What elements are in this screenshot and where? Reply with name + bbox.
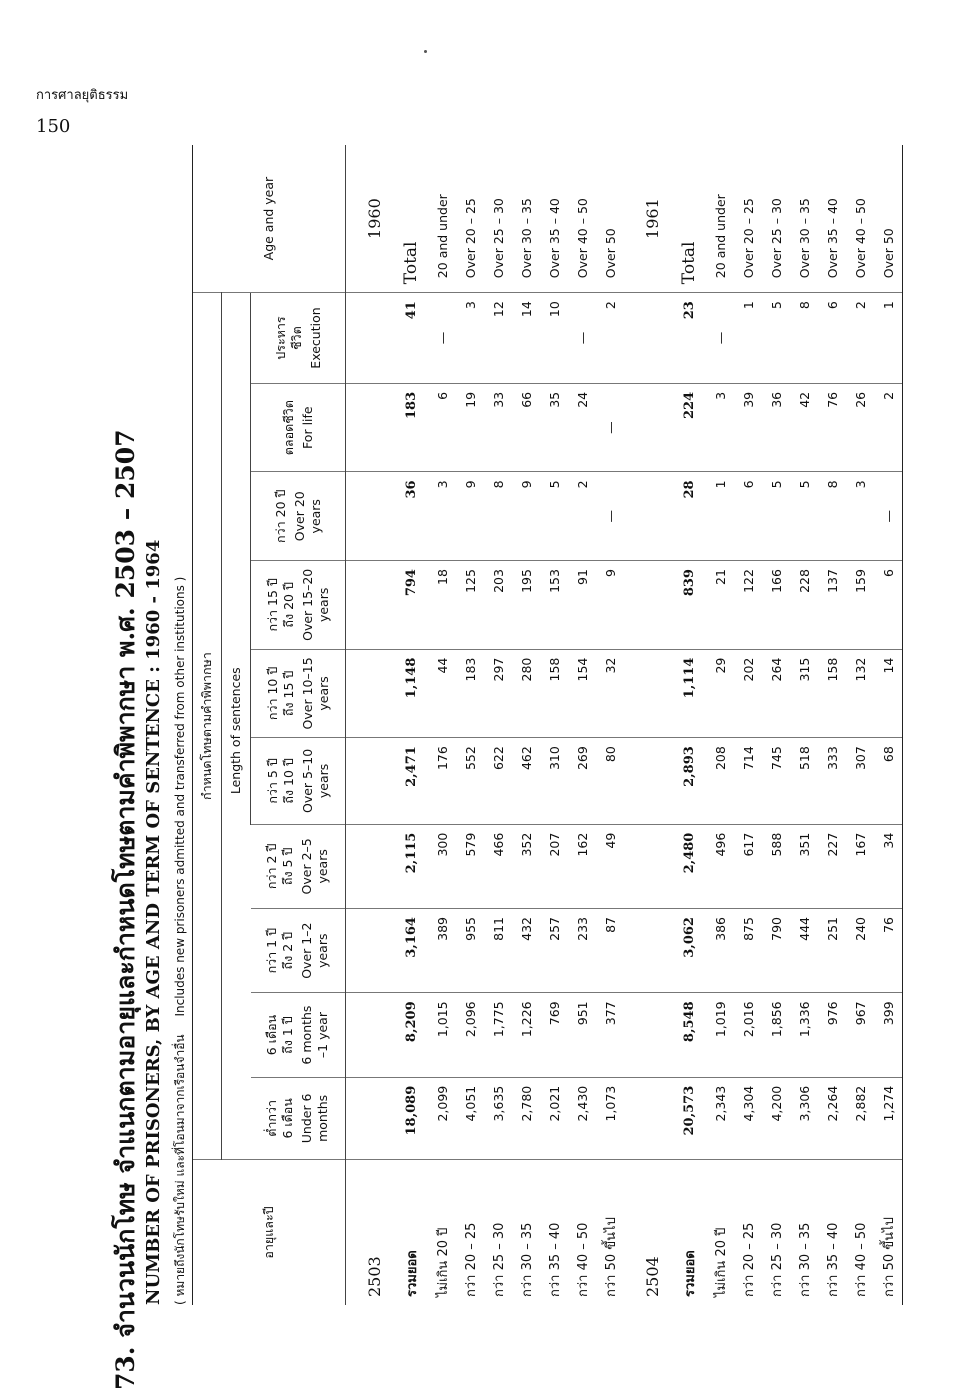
year-spacer — [346, 472, 395, 561]
cell-value: 9 — [512, 472, 540, 561]
year-spacer — [624, 824, 672, 908]
total-value: 794 — [394, 561, 428, 650]
column-header-line: ถึง 20 ปี — [280, 582, 296, 628]
total-value: 1,148 — [394, 649, 428, 738]
cell-value: 91 — [568, 561, 596, 650]
age-label-thai: กว่า 40 – 50 — [853, 1222, 869, 1297]
cell-value: 3 — [428, 472, 456, 561]
column-header-line: years — [315, 849, 331, 884]
cell-value: 264 — [762, 649, 790, 738]
cell-value: 44 — [428, 649, 456, 738]
cell-value: 6 — [874, 561, 903, 650]
cell-value: 280 — [512, 649, 540, 738]
cell-value: 714 — [734, 738, 762, 824]
year-spacer — [624, 649, 672, 738]
cell-value: 315 — [790, 649, 818, 738]
cell-value: 8 — [818, 472, 846, 561]
total-label-thai: รวมยอด — [682, 1250, 698, 1297]
column-header-line: ประหาร — [272, 316, 288, 360]
table-row — [734, 145, 762, 1305]
cell-value: 1,274 — [874, 1077, 903, 1159]
cell-value: 300 — [428, 824, 456, 908]
cell-value: 5 — [790, 472, 818, 561]
total-label-english: Total — [672, 145, 706, 293]
total-value: 224 — [672, 383, 706, 472]
cell-value: 2,016 — [734, 993, 762, 1077]
group-header-thai: กำหนดโทษตามคำพิพากษา — [193, 293, 222, 1160]
column-header-line: กว่า 1 ปี — [264, 927, 280, 974]
cell-value: 29 — [706, 649, 734, 738]
cell-value: 967 — [846, 993, 874, 1077]
year-spacer — [346, 993, 395, 1077]
total-value: 2,893 — [672, 738, 706, 824]
total-value: 1,114 — [672, 649, 706, 738]
age-label-english: Over 50 — [874, 145, 903, 293]
cell-value: 251 — [818, 909, 846, 993]
column-header-0 — [251, 1077, 346, 1159]
cell-value: 6 — [818, 293, 846, 384]
cell-value: 5 — [540, 472, 568, 561]
year-spacer — [624, 472, 672, 561]
age-label-english: Over 30 – 35 — [790, 145, 818, 293]
cell-value: 6 — [428, 383, 456, 472]
cell-value: 2,021 — [540, 1077, 568, 1159]
age-label-english: Over 20 – 25 — [456, 145, 484, 293]
table-row — [846, 145, 874, 1305]
age-label-thai: กว่า 50 ขึ้นไป — [874, 1159, 903, 1305]
cell-value: 39 — [734, 383, 762, 472]
cell-value: 2,099 — [428, 1077, 456, 1159]
cell-value: 159 — [846, 561, 874, 650]
cell-value: 8 — [790, 293, 818, 384]
cell-value: 195 — [512, 561, 540, 650]
cell-value: 4,200 — [762, 1077, 790, 1159]
cell-value: 240 — [846, 909, 874, 993]
age-label-english: Over 35 – 40 — [540, 145, 568, 293]
cell-value: 76 — [818, 383, 846, 472]
cell-value: 34 — [874, 824, 903, 908]
column-header-line: months — [315, 1094, 331, 1142]
column-header-line: Over 1–2 — [299, 922, 315, 979]
cell-value: 166 — [762, 561, 790, 650]
cell-value: 2,343 — [706, 1077, 734, 1159]
column-header-8 — [251, 383, 346, 472]
table-row — [596, 145, 624, 1305]
cell-value: 3,635 — [484, 1077, 512, 1159]
column-header-line: years — [307, 499, 323, 534]
column-header-line: For life — [299, 406, 315, 449]
age-label-thai: กว่า 25 – 30 — [491, 1222, 507, 1297]
cell-value: 176 — [428, 738, 456, 824]
total-value: 23 — [672, 293, 706, 384]
column-header-5 — [251, 649, 346, 738]
cell-value: 1,019 — [706, 993, 734, 1077]
cell-value: 14 — [874, 649, 903, 738]
column-header-6 — [251, 561, 346, 650]
age-label-thai: กว่า 50 ขึ้นไป — [603, 1217, 619, 1297]
cell-value: 310 — [540, 738, 568, 824]
year-spacer — [346, 824, 395, 908]
cell-value: 2 — [846, 293, 874, 384]
column-header-line: กว่า 15 ปี — [264, 578, 280, 632]
total-row — [394, 145, 428, 1305]
cell-value: 444 — [790, 909, 818, 993]
year-spacer — [624, 993, 672, 1077]
cell-value: 1 — [706, 472, 734, 561]
cell-value: 33 — [484, 383, 512, 472]
table-title-english: NUMBER OF PRISONERS, BY AGE AND TERM OF SENTENCE : 1960 - 1964 — [143, 539, 164, 1305]
total-value: 18,089 — [394, 1077, 428, 1159]
cell-value: 875 — [734, 909, 762, 993]
total-value: 183 — [394, 383, 428, 472]
year-spacer — [346, 1077, 395, 1159]
column-header-line: ถึง 15 ปี — [280, 670, 296, 717]
cell-value: 1,226 — [512, 993, 540, 1077]
age-label-english: 20 and under — [706, 145, 734, 293]
total-value: 36 — [394, 472, 428, 561]
year-spacer — [346, 561, 395, 650]
total-value: 28 — [672, 472, 706, 561]
cell-value: 183 — [456, 649, 484, 738]
column-header-line: Over 20 — [291, 491, 307, 542]
age-label-thai: กว่า 40 – 50 — [575, 1222, 591, 1297]
column-header-line: ถึง 2 ปี — [280, 931, 296, 970]
cell-value: 125 — [456, 561, 484, 650]
total-row — [672, 145, 706, 1305]
cell-value: — — [596, 472, 624, 561]
table-title-thai: 73. จำนวนนักโทษ จำแนกตามอายุและกำหนดโทษตามคำพิพากษา พ.ศ. 2503 – 2507 — [111, 429, 140, 1390]
total-value: 41 — [394, 293, 428, 384]
table-body — [346, 145, 903, 1305]
column-header-line: years — [315, 676, 331, 711]
column-header-line: years — [315, 933, 331, 968]
cell-value: 36 — [762, 383, 790, 472]
column-header-line: ถึง 5 ปี — [280, 847, 296, 886]
cell-value: 496 — [706, 824, 734, 908]
age-label-thai: กว่า 20 – 25 — [741, 1222, 757, 1297]
year-spacer — [624, 1077, 672, 1159]
cell-value: 19 — [456, 383, 484, 472]
page-number: 150 — [36, 116, 71, 137]
cell-value: 552 — [456, 738, 484, 824]
cell-value: 35 — [540, 383, 568, 472]
cell-value: 617 — [734, 824, 762, 908]
table-note-thai: ( หมายถึงนักโทษรับใหม่ และที่โอนมาจากเรือนจำอื่น — [173, 1034, 187, 1305]
table-row — [568, 145, 596, 1305]
cell-value: 351 — [790, 824, 818, 908]
cell-value: 307 — [846, 738, 874, 824]
age-label-thai: ไม่เกิน 20 ปี — [435, 1227, 451, 1297]
column-header-line: 6 เดือน — [280, 1098, 296, 1139]
cell-value: 518 — [790, 738, 818, 824]
year-label-english: 1960 — [346, 145, 395, 293]
cell-value: 377 — [596, 993, 624, 1077]
cell-value: 579 — [456, 824, 484, 908]
cell-value: 462 — [512, 738, 540, 824]
total-value: 8,548 — [672, 993, 706, 1077]
year-spacer — [624, 383, 672, 472]
column-header-line: Over 10–15 — [299, 657, 315, 730]
table-row — [874, 145, 903, 1305]
cell-value: 790 — [762, 909, 790, 993]
cell-value: 80 — [596, 738, 624, 824]
age-label-thai: กว่า 30 – 35 — [797, 1222, 813, 1297]
column-header-line: Over 2–5 — [299, 838, 315, 895]
cell-value: 1 — [874, 293, 903, 384]
cell-value: 769 — [540, 993, 568, 1077]
table-row — [762, 145, 790, 1305]
cell-value: 2,096 — [456, 993, 484, 1077]
age-label-thai: กว่า 20 – 25 — [463, 1222, 479, 1297]
cell-value: 87 — [596, 909, 624, 993]
cell-value: 5 — [762, 472, 790, 561]
age-label-english: Over 20 – 25 — [734, 145, 762, 293]
age-label-english: Over 35 – 40 — [818, 145, 846, 293]
age-label-thai: กว่า 35 – 40 — [825, 1222, 841, 1297]
table-note-english: Includes new prisoners admitted and transferred from other institutions ) — [173, 576, 187, 1017]
cell-value: 24 — [568, 383, 596, 472]
cell-value: 42 — [790, 383, 818, 472]
book-title: การศาลยุติธรรม — [36, 88, 129, 103]
column-header-line: กว่า 2 ปี — [264, 843, 280, 890]
cell-value: 622 — [484, 738, 512, 824]
cell-value: — — [706, 293, 734, 384]
total-value: 2,480 — [672, 824, 706, 908]
prisoners-table — [192, 145, 903, 1305]
age-label-english: Over 40 – 50 — [846, 145, 874, 293]
column-header-line: Over 5–10 — [299, 748, 315, 813]
total-value: 8,209 — [394, 993, 428, 1077]
year-spacer — [346, 649, 395, 738]
column-header-line: กว่า 10 ปี — [264, 666, 280, 721]
column-header-line: Under 6 — [299, 1093, 315, 1144]
column-header-line: กว่า 20 ปี — [272, 489, 288, 543]
cell-value: 12 — [484, 293, 512, 384]
column-header-line: 6 months — [299, 1005, 315, 1065]
year-row — [346, 145, 395, 1305]
year-spacer — [624, 561, 672, 650]
year-label-thai: 2504 — [642, 1256, 662, 1297]
total-value: 2,471 — [394, 738, 428, 824]
column-header-line: ถึง 1 ปี — [280, 1016, 296, 1054]
cell-value: 352 — [512, 824, 540, 908]
cell-value: 10 — [540, 293, 568, 384]
cell-value: 386 — [706, 909, 734, 993]
year-spacer — [624, 909, 672, 993]
cell-value: 333 — [818, 738, 846, 824]
column-header-line: ตลอดชีวิต — [280, 400, 296, 456]
cell-value: 21 — [706, 561, 734, 650]
year-label-english: 1961 — [624, 145, 672, 293]
total-value: 20,573 — [672, 1077, 706, 1159]
cell-value: 588 — [762, 824, 790, 908]
column-header-3 — [251, 824, 346, 908]
age-label-english: Over 50 — [596, 145, 624, 293]
column-header-line: Over 15–20 — [299, 568, 315, 641]
cell-value: 811 — [484, 909, 512, 993]
age-label-thai: ไม่เกิน 20 ปี — [713, 1227, 729, 1297]
cell-value: — — [874, 472, 903, 561]
cell-value: 976 — [818, 993, 846, 1077]
table-row — [540, 145, 568, 1305]
table-row — [706, 145, 734, 1305]
age-label-english: Over 30 – 35 — [512, 145, 540, 293]
cell-value: 297 — [484, 649, 512, 738]
total-value: 3,164 — [394, 909, 428, 993]
cell-value: 49 — [596, 824, 624, 908]
cell-value: 389 — [428, 909, 456, 993]
age-header-thai: อายุและปี — [193, 1159, 346, 1305]
cell-value: 1,775 — [484, 993, 512, 1077]
cell-value: 233 — [568, 909, 596, 993]
cell-value: 3 — [846, 472, 874, 561]
cell-value: 1 — [734, 293, 762, 384]
age-label-thai: กว่า 25 – 30 — [769, 1222, 785, 1297]
cell-value: 228 — [790, 561, 818, 650]
cell-value: 153 — [540, 561, 568, 650]
cell-value: 8 — [484, 472, 512, 561]
cell-value: 6 — [734, 472, 762, 561]
cell-value: 26 — [846, 383, 874, 472]
cell-value: 9 — [456, 472, 484, 561]
age-label-english: Over 25 – 30 — [484, 145, 512, 293]
cell-value: 68 — [874, 738, 903, 824]
cell-value: 2,882 — [846, 1077, 874, 1159]
cell-value: 2,430 — [568, 1077, 596, 1159]
table-row — [818, 145, 846, 1305]
scan-speck — [424, 50, 427, 53]
total-label-english: Total — [394, 145, 428, 293]
cell-value: 3,306 — [790, 1077, 818, 1159]
total-value: 3,062 — [672, 909, 706, 993]
cell-value: 162 — [568, 824, 596, 908]
cell-value: 5 — [762, 293, 790, 384]
cell-value: 137 — [818, 561, 846, 650]
total-value: 839 — [672, 561, 706, 650]
cell-value: 2,264 — [818, 1077, 846, 1159]
cell-value: 745 — [762, 738, 790, 824]
cell-value: 951 — [568, 993, 596, 1077]
cell-value: 955 — [456, 909, 484, 993]
column-header-line: Execution — [307, 307, 323, 369]
column-header-row — [251, 145, 346, 1305]
cell-value: 14 — [512, 293, 540, 384]
column-header-line: 6 เดือน — [264, 1014, 280, 1056]
column-header-line: ชีวิต — [288, 326, 304, 350]
year-label-thai: 2503 — [364, 1256, 384, 1297]
cell-value: 2 — [596, 293, 624, 384]
cell-value: 432 — [512, 909, 540, 993]
cell-value: 132 — [846, 649, 874, 738]
cell-value: 3 — [456, 293, 484, 384]
cell-value: 167 — [846, 824, 874, 908]
table-note — [171, 563, 190, 1305]
age-header-english: Age and year — [193, 145, 346, 293]
cell-value: 1,015 — [428, 993, 456, 1077]
age-label-english: Over 25 – 30 — [762, 145, 790, 293]
cell-value: 4,051 — [456, 1077, 484, 1159]
rotated-table-page — [111, 145, 932, 1390]
cell-value: 158 — [540, 649, 568, 738]
year-row — [624, 145, 672, 1305]
cell-value: 1,336 — [790, 993, 818, 1077]
cell-value: 4,304 — [734, 1077, 762, 1159]
year-spacer — [624, 738, 672, 824]
column-header-line: กว่า 5 ปี — [264, 758, 280, 804]
cell-value: 466 — [484, 824, 512, 908]
year-spacer — [346, 383, 395, 472]
age-label-english: 20 and under — [428, 145, 456, 293]
cell-value: 399 — [874, 993, 903, 1077]
cell-value: 227 — [818, 824, 846, 908]
cell-value: 202 — [734, 649, 762, 738]
cell-value: — — [428, 293, 456, 384]
column-header-line: years — [315, 587, 331, 623]
group-spacer — [222, 824, 251, 1159]
table-row — [456, 145, 484, 1305]
cell-value: — — [568, 293, 596, 384]
cell-value: 208 — [706, 738, 734, 824]
column-header-line: –1 year — [315, 1012, 331, 1059]
cell-value: 122 — [734, 561, 762, 650]
cell-value: 257 — [540, 909, 568, 993]
year-spacer — [624, 293, 672, 384]
group-header-english: Length of sentences — [222, 293, 251, 824]
cell-value: 9 — [596, 561, 624, 650]
year-spacer — [346, 738, 395, 824]
column-header-2 — [251, 909, 346, 993]
column-header-4 — [251, 738, 346, 824]
column-header-line: ต่ำกว่า — [264, 1099, 280, 1137]
column-header-9 — [251, 293, 346, 384]
cell-value: 2,780 — [512, 1077, 540, 1159]
table-row — [512, 145, 540, 1305]
cell-value: 32 — [596, 649, 624, 738]
cell-value: 1,856 — [762, 993, 790, 1077]
table-row — [790, 145, 818, 1305]
cell-value: 76 — [874, 909, 903, 993]
total-label-thai: รวมยอด — [404, 1250, 420, 1297]
table-row — [428, 145, 456, 1305]
cell-value: 158 — [818, 649, 846, 738]
cell-value: 66 — [512, 383, 540, 472]
cell-value: 207 — [540, 824, 568, 908]
age-label-thai: กว่า 35 – 40 — [547, 1222, 563, 1297]
cell-value: — — [596, 383, 624, 472]
cell-value: 18 — [428, 561, 456, 650]
cell-value: 269 — [568, 738, 596, 824]
column-header-7 — [251, 472, 346, 561]
year-spacer — [346, 293, 395, 384]
year-spacer — [346, 909, 395, 993]
cell-value: 2 — [874, 383, 903, 472]
column-header-1 — [251, 993, 346, 1077]
total-value: 2,115 — [394, 824, 428, 908]
age-label-thai: กว่า 30 – 35 — [519, 1222, 535, 1297]
cell-value: 3 — [706, 383, 734, 472]
column-header-line: ถึง 10 ปี — [280, 758, 296, 804]
cell-value: 2 — [568, 472, 596, 561]
cell-value: 203 — [484, 561, 512, 650]
table-row — [484, 145, 512, 1305]
age-label-english: Over 40 – 50 — [568, 145, 596, 293]
cell-value: 1,073 — [596, 1077, 624, 1159]
cell-value: 154 — [568, 649, 596, 738]
column-header-line: years — [315, 763, 331, 799]
